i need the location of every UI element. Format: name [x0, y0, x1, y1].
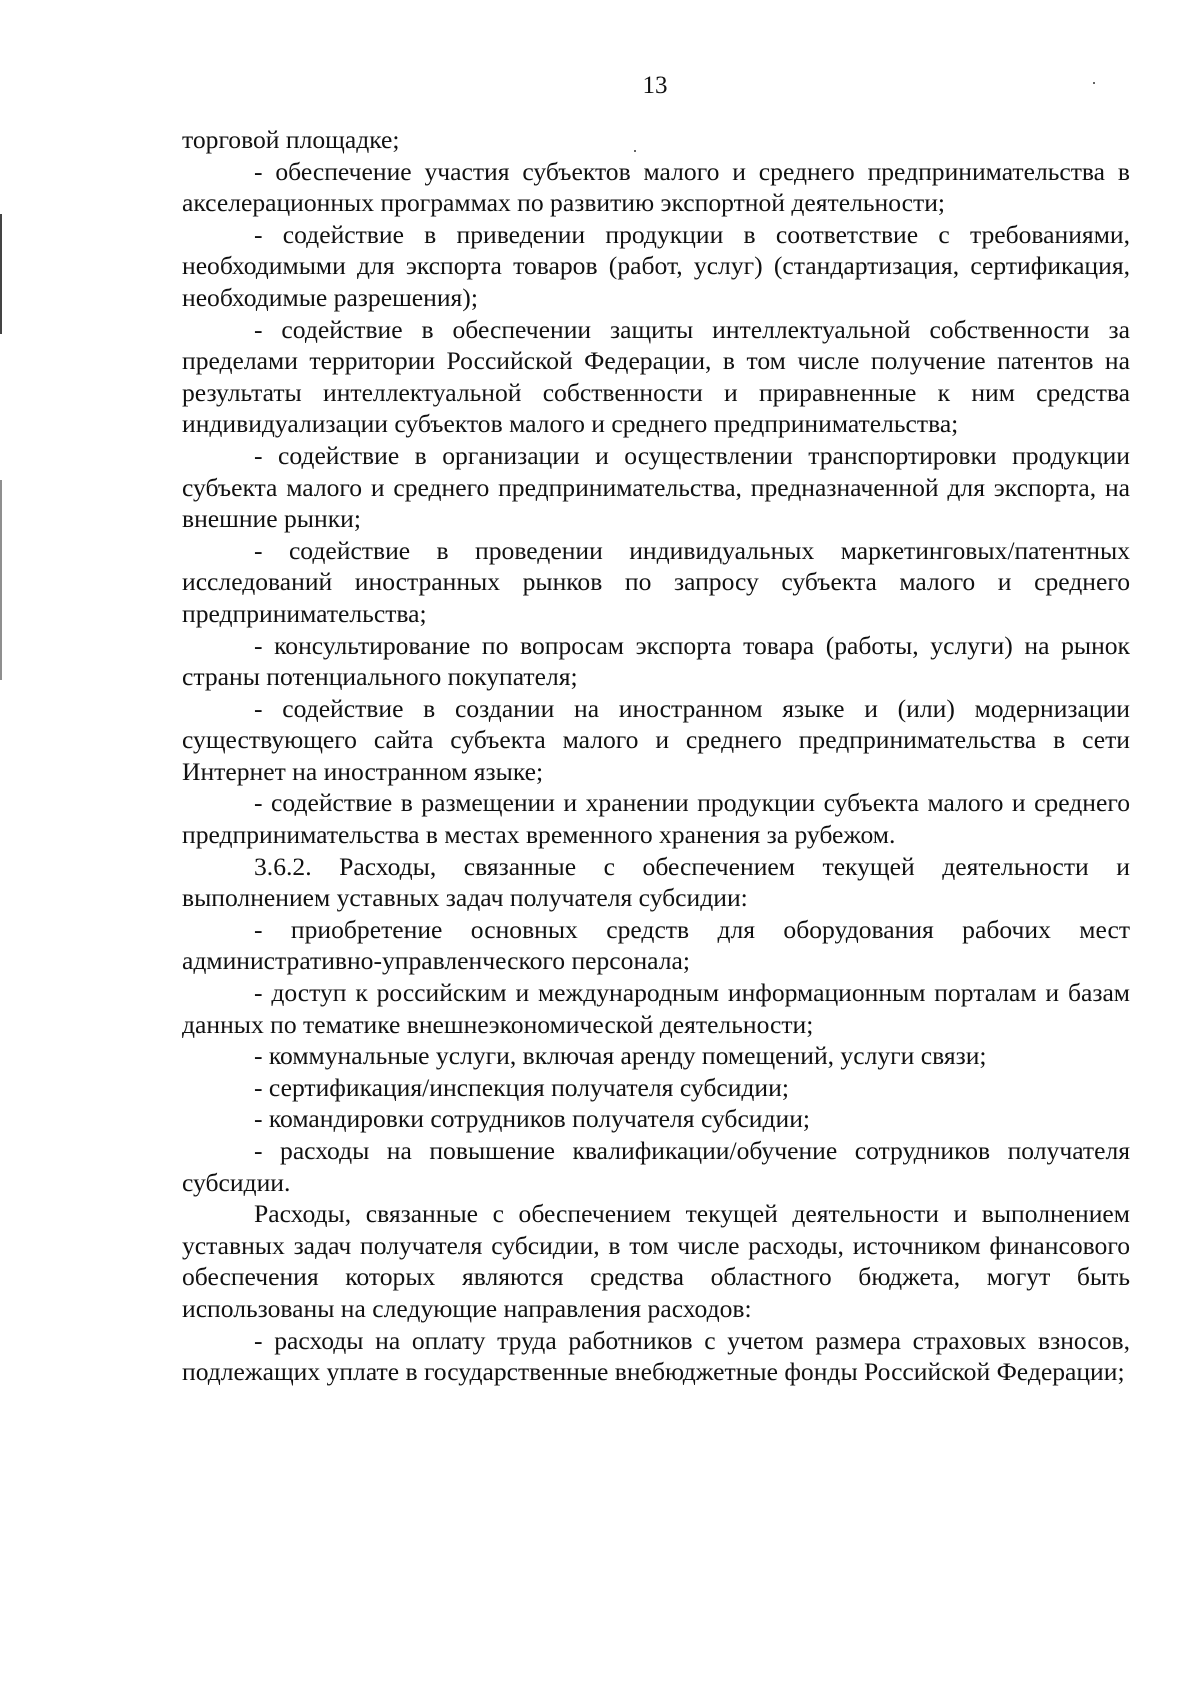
- paragraph: - расходы на повышение квалификации/обучение сотрудников получателя субсидии.: [182, 1136, 1130, 1197]
- paragraph: - обеспечение участия субъектов малого и среднего предпринимательства в акселерационных программах по развитию экспортной деятельности;: [182, 156, 1130, 218]
- paragraph: 3.6.2. Расходы, связанные с обеспечением текущей деятельности и выполнением уставных задач получателя субсидии:: [182, 851, 1130, 913]
- body-text: [182, 124, 1130, 1388]
- paragraph: - содействие в обеспечении защиты интеллектуальной собственности за пределами территории Российской Федерации, в том числе получение патентов на результаты интеллектуальной собственности и приравненные к ним средства индивидуализации субъектов малого и среднего предпринимательства;: [182, 314, 1130, 439]
- paragraph: - содействие в создании на иностранном языке и (или) модернизации существующего сайта субъекта малого и среднего предпринимательства в сети Интернет на иностранном языке;: [182, 693, 1130, 786]
- paragraph: - консультирование по вопросам экспорта товара (работы, услуги) на рынок страны потенциального покупателя;: [182, 630, 1130, 692]
- scan-speck: [1093, 82, 1095, 84]
- paragraph: - доступ к российским и международным информационным порталам и базам данных по тематике внешнеэкономической деятельности;: [182, 978, 1130, 1039]
- paragraph: - коммунальные услуги, включая аренду помещений, услуги связи;: [254, 1041, 987, 1071]
- paragraph: торговой площадке;: [182, 125, 400, 154]
- paragraph: - сертификация/инспекция получателя субсидии;: [254, 1072, 789, 1102]
- paragraph: - приобретение основных средств для оборудования рабочих мест административно-управленческого персонала;: [182, 914, 1130, 976]
- paragraph: Расходы, связанные с обеспечением текущей деятельности и выполнением уставных задач получателя субсидии, в том числе расходы, источником финансового обеспечения которых являются средства областного бюджета, могут быть использованы на следующие направления расходов:: [182, 1199, 1130, 1323]
- paragraph: - расходы на оплату труда работников с учетом размера страховых взносов, подлежащих уплате в государственные внебюджетные фонды Российской Федерации;: [182, 1325, 1130, 1387]
- scan-margin-mark: [0, 480, 2, 680]
- paragraph: - содействие в приведении продукции в соответствие с требованиями, необходимыми для экспорта товаров (работ, услуг) (стандартизация, сертификация, необходимые разрешения);: [182, 219, 1130, 312]
- paragraph: - командировки сотрудников получателя субсидии;: [254, 1104, 811, 1134]
- page-number: 13: [642, 72, 668, 99]
- scan-margin-mark: [0, 214, 2, 334]
- paragraph: - содействие в проведении индивидуальных маркетинговых/патентных исследований иностранных рынков по запросу субъекта малого и среднего предпринимательства;: [182, 535, 1130, 628]
- paragraph: - содействие в организации и осуществлении транспортировки продукции субъекта малого и среднего предпринимательства, предназначенной для экспорта, на внешние рынки;: [182, 440, 1130, 534]
- paragraph: - содействие в размещении и хранении продукции субъекта малого и среднего предпринимательства в местах временного хранения за рубежом.: [182, 788, 1130, 850]
